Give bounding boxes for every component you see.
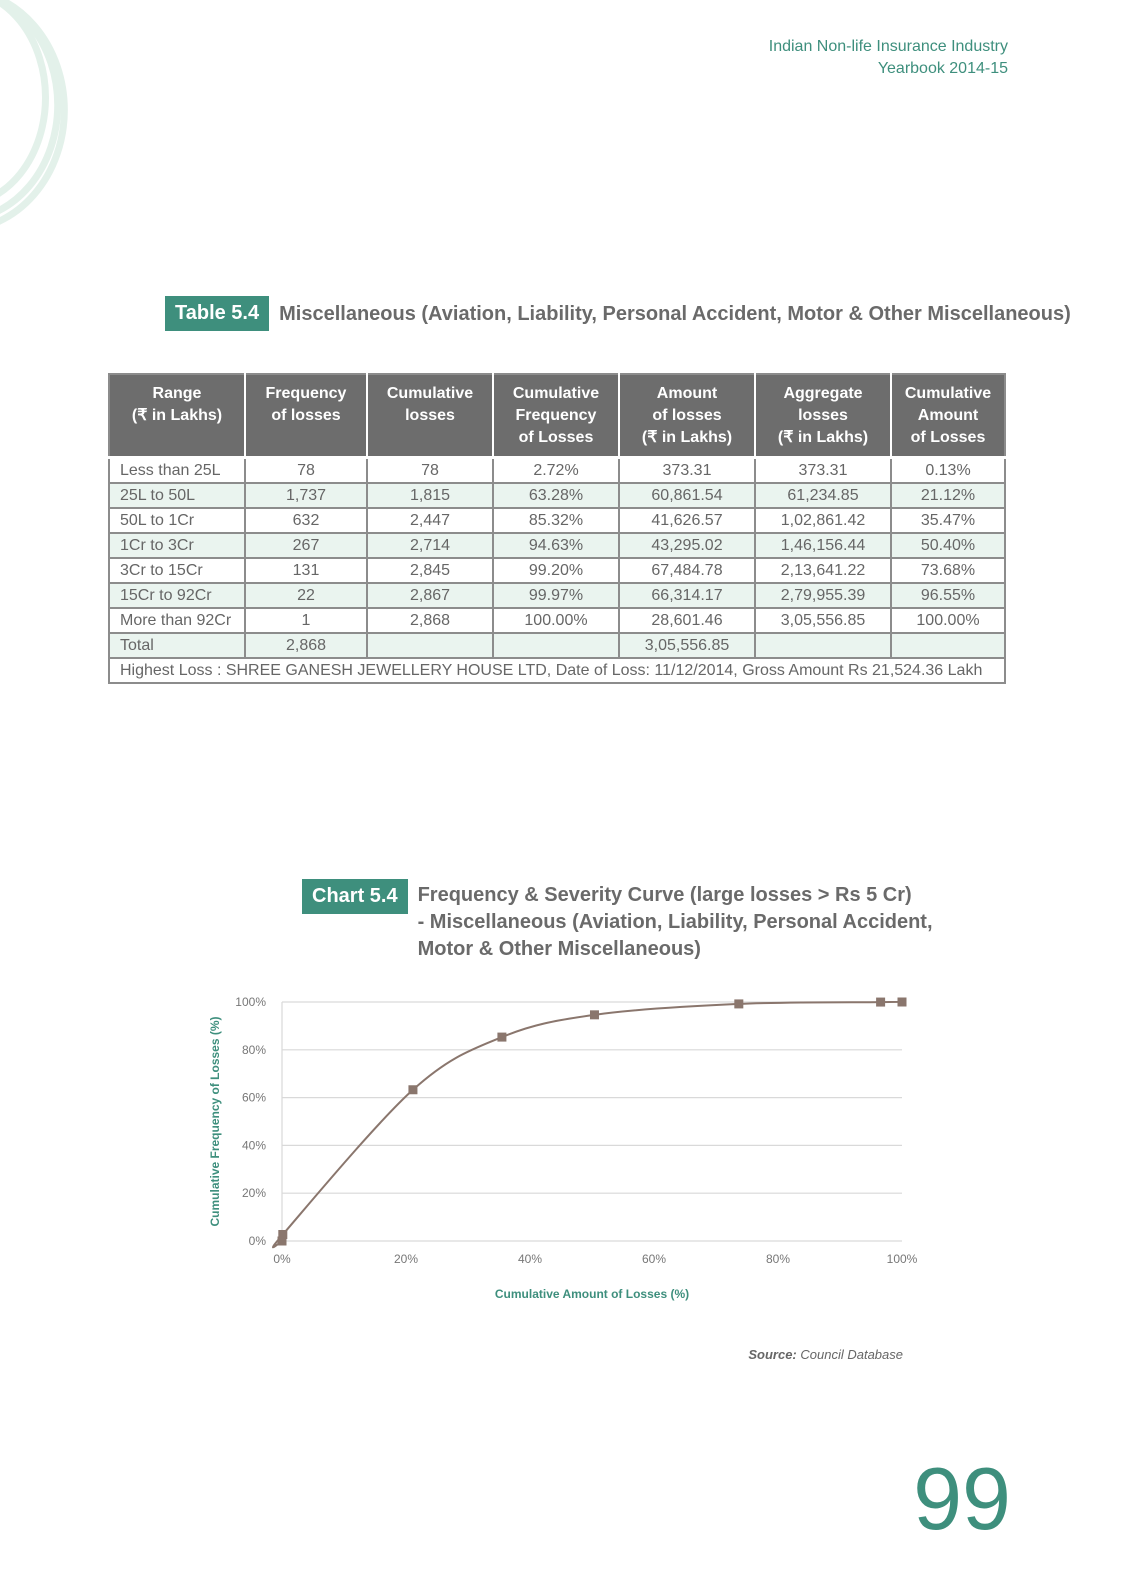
- cell: 131: [245, 558, 367, 583]
- cell: [493, 633, 619, 658]
- cell: 43,295.02: [619, 533, 755, 558]
- x-tick-label: 0%: [273, 1252, 291, 1266]
- data-point: [876, 998, 885, 1007]
- data-point: [497, 1033, 506, 1042]
- table-row: [109, 508, 1005, 533]
- table-row: [109, 608, 1005, 633]
- table-row: [109, 533, 1005, 558]
- y-tick-label: 20%: [241, 1186, 266, 1201]
- y-axis-label: Cumulative Frequency of Losses (%): [208, 1016, 222, 1227]
- cell: 267: [245, 533, 367, 558]
- cell: 50.40%: [891, 533, 1005, 558]
- cell: 3,05,556.85: [755, 608, 891, 633]
- highest-loss-note: Highest Loss : SHREE GANESH JEWELLERY HOUSE LTD, Date of Loss: 11/12/2014, Gross Amount Rs 21,524.36 Lakh: [109, 658, 1005, 683]
- source-note: [748, 1347, 903, 1362]
- x-tick-label: 60%: [641, 1252, 667, 1266]
- cell: 60,861.54: [619, 483, 755, 508]
- cell: 1,46,156.44: [755, 533, 891, 558]
- cell: 66,314.17: [619, 583, 755, 608]
- cell: 1,815: [367, 483, 493, 508]
- cell: 35.47%: [891, 508, 1005, 533]
- source-text: Council Database: [796, 1347, 903, 1362]
- cell: 2.72%: [493, 458, 619, 484]
- table-row: [109, 583, 1005, 608]
- x-tick-label: 20%: [393, 1252, 419, 1266]
- cell: 78: [367, 458, 493, 484]
- series-line: [273, 1002, 902, 1247]
- cell: 2,868: [367, 608, 493, 633]
- data-point: [898, 998, 907, 1007]
- decorative-arcs: [0, 0, 70, 230]
- cell: 0.13%: [891, 458, 1005, 484]
- table-caption: [165, 296, 1071, 331]
- cell-range: 50L to 1Cr: [109, 508, 245, 533]
- y-tick-label: 80%: [241, 1042, 266, 1057]
- chart-tag: Chart 5.4: [302, 879, 408, 914]
- cell-range: Less than 25L: [109, 458, 245, 484]
- cell: 94.63%: [493, 533, 619, 558]
- header-line-2: Yearbook 2014-15: [877, 60, 1008, 77]
- cell: 2,79,955.39: [755, 583, 891, 608]
- cell: 67,484.78: [619, 558, 755, 583]
- cell: 2,868: [245, 633, 367, 658]
- cell: 78: [245, 458, 367, 484]
- cell: 41,626.57: [619, 508, 755, 533]
- publication-header: [769, 36, 1008, 80]
- x-axis-label: Cumulative Amount of Losses (%): [494, 1287, 690, 1301]
- table-row: [109, 483, 1005, 508]
- page-number: 99: [913, 1449, 1011, 1548]
- cell: [755, 633, 891, 658]
- cell: 21.12%: [891, 483, 1005, 508]
- chart-title-line: Motor & Other Miscellaneous): [417, 938, 701, 960]
- cell: 632: [245, 508, 367, 533]
- chart-title-line: Frequency & Severity Curve (large losses > Rs 5 Cr): [417, 884, 912, 906]
- cell: [367, 633, 493, 658]
- cell-range: Total: [109, 633, 245, 658]
- header-line-1: Indian Non-life Insurance Industry: [768, 38, 1008, 55]
- table-total-row: [109, 633, 1005, 658]
- cell: 73.68%: [891, 558, 1005, 583]
- chart-caption: [302, 879, 933, 963]
- cell: 2,845: [367, 558, 493, 583]
- table-row: [109, 558, 1005, 583]
- cell-range: 1Cr to 3Cr: [109, 533, 245, 558]
- x-tick-label: 100%: [886, 1252, 918, 1266]
- column-header-amount: Amount of losses (₹ in Lakhs): [619, 374, 755, 458]
- cell: 2,447: [367, 508, 493, 533]
- cell: 2,867: [367, 583, 493, 608]
- cell-range: 25L to 50L: [109, 483, 245, 508]
- y-tick-label: 0%: [248, 1234, 266, 1248]
- chart-title-line: - Miscellaneous (Aviation, Liability, Personal Accident,: [417, 911, 933, 933]
- cell: 85.32%: [493, 508, 619, 533]
- column-header-range: Range (₹ in Lakhs): [109, 374, 245, 458]
- cell: 99.20%: [493, 558, 619, 583]
- cell: 3,05,556.85: [619, 633, 755, 658]
- data-point: [590, 1010, 599, 1019]
- data-point: [278, 1230, 287, 1239]
- x-tick-label: 40%: [517, 1252, 543, 1266]
- cell-range: 3Cr to 15Cr: [109, 558, 245, 583]
- cell: 100.00%: [891, 608, 1005, 633]
- cell-range: 15Cr to 92Cr: [109, 583, 245, 608]
- cell: 100.00%: [493, 608, 619, 633]
- data-point: [734, 999, 743, 1008]
- column-header-cumulative-frequency: Cumulative Frequency of Losses: [493, 374, 619, 458]
- cell: 373.31: [755, 458, 891, 484]
- column-header-aggregate: Aggregate losses (₹ in Lakhs): [755, 374, 891, 458]
- cell: 22: [245, 583, 367, 608]
- cell: 2,714: [367, 533, 493, 558]
- table-header-row: [109, 374, 1005, 458]
- cell: [891, 633, 1005, 658]
- table-title: Miscellaneous (Aviation, Liability, Personal Accident, Motor & Other Miscellaneous): [279, 303, 1071, 325]
- cell: 1: [245, 608, 367, 633]
- frequency-severity-chart: [195, 985, 935, 1310]
- y-tick-label: 60%: [241, 1090, 266, 1105]
- table-row: [109, 458, 1005, 484]
- cell: 61,234.85: [755, 483, 891, 508]
- x-tick-label: 80%: [765, 1252, 791, 1266]
- column-header-cumulative-losses: Cumulative losses: [367, 374, 493, 458]
- cell: 28,601.46: [619, 608, 755, 633]
- y-tick-label: 40%: [241, 1138, 266, 1153]
- cell: 99.97%: [493, 583, 619, 608]
- cell: 96.55%: [891, 583, 1005, 608]
- data-point: [408, 1085, 417, 1094]
- y-tick-label: 100%: [235, 995, 266, 1009]
- cell: 2,13,641.22: [755, 558, 891, 583]
- cell: 1,02,861.42: [755, 508, 891, 533]
- loss-table: [108, 373, 1006, 684]
- source-label: Source:: [748, 1347, 797, 1362]
- chart-title: [418, 882, 933, 963]
- column-header-cumulative-amount: Cumulative Amount of Losses: [891, 374, 1005, 458]
- table-note-row: [109, 658, 1005, 683]
- cell: 373.31: [619, 458, 755, 484]
- column-header-frequency: Frequency of losses: [245, 374, 367, 458]
- table-tag: Table 5.4: [165, 296, 269, 331]
- cell: 1,737: [245, 483, 367, 508]
- cell-range: More than 92Cr: [109, 608, 245, 633]
- cell: 63.28%: [493, 483, 619, 508]
